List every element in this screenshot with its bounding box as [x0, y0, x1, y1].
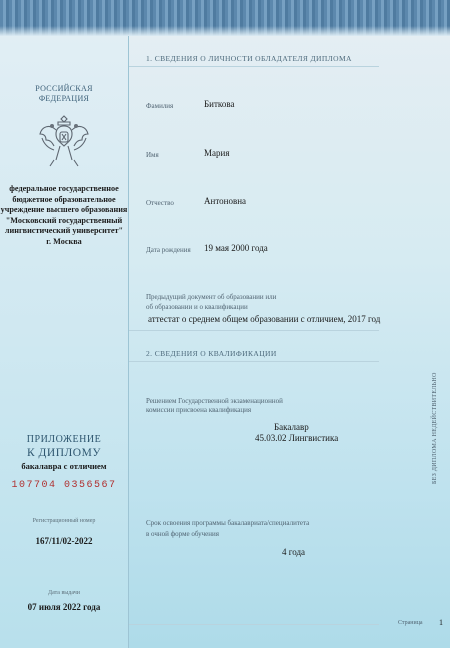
- degree-note: бакалавра с отличием: [21, 461, 107, 471]
- issue-date-value: 07 июля 2022 года: [27, 602, 101, 612]
- appendix-title: [0, 434, 128, 460]
- page-number: 1: [439, 618, 443, 627]
- dob-label: Дата рождения: [146, 246, 191, 254]
- country-line-2: ФЕДЕРАЦИЯ: [38, 94, 90, 103]
- term-label-2: в очной форме обучения: [146, 530, 219, 538]
- top-decorative-band: [0, 0, 450, 36]
- commission-label-2: комиссии присвоена квалификация: [146, 406, 252, 414]
- vertical-validity-note: БЕЗ ДИПЛОМА НЕДЕЙСТВИТЕЛЬНО: [432, 372, 438, 484]
- org-line: федеральное государственное: [9, 184, 119, 193]
- country-name: [0, 84, 128, 104]
- surname-value: Биткова: [204, 99, 235, 109]
- section-1-title: 1. СВЕДЕНИЯ О ЛИЧНОСТИ ОБЛАДАТЕЛЯ ДИПЛОМА: [146, 54, 352, 63]
- section-2-title: 2. СВЕДЕНИЯ О КВАЛИФИКАЦИИ: [146, 349, 277, 358]
- divider: [129, 361, 379, 362]
- serial-number: 107704 0356567: [11, 480, 117, 491]
- org-line: лингвистический университет": [4, 226, 124, 235]
- divider: [129, 330, 379, 331]
- page-label: Страница: [398, 620, 423, 626]
- appendix-line-1: ПРИЛОЖЕНИЕ: [26, 434, 102, 445]
- patronymic-label: Отчество: [146, 199, 174, 207]
- term-value: 4 года: [282, 547, 306, 557]
- specialty-value: 45.03.02 Лингвистика: [255, 433, 339, 443]
- org-line: учреждение высшего образования: [0, 205, 128, 214]
- commission-label-1: Решением Государственной экзаменационной: [146, 397, 283, 405]
- divider: [129, 624, 379, 625]
- divider: [129, 66, 379, 67]
- appendix-line-2: К ДИПЛОМУ: [27, 447, 101, 459]
- reg-number-label: Регистрационный номер: [32, 518, 96, 524]
- prev-doc-label-2: об образовании и о квалификации: [146, 303, 248, 311]
- org-line: бюджетное образовательное: [12, 194, 116, 204]
- country-line-1: РОССИЙСКАЯ: [35, 84, 93, 93]
- issue-date-label: Дата выдачи: [47, 590, 81, 596]
- organization-name: [0, 184, 128, 247]
- patronymic-value: Антоновна: [204, 196, 247, 206]
- coat-of-arms-icon: [38, 112, 90, 172]
- prev-doc-value: аттестат о среднем общем образовании с отличием, 2017 год: [148, 314, 381, 324]
- term-label-1: Срок освоения программы бакалавриата/специалитета: [146, 519, 310, 527]
- dob-value: 19 мая 2000 года: [204, 243, 268, 253]
- prev-doc-label-1: Предыдущий документ об образовании или: [146, 293, 277, 301]
- reg-number-value: 167/11/02-2022: [35, 536, 93, 546]
- org-line: г. Москва: [46, 236, 82, 246]
- surname-label: Фамилия: [146, 102, 174, 110]
- qualification-value: Бакалавр: [274, 422, 309, 432]
- name-value: Мария: [204, 148, 230, 158]
- org-line: "Московский государственный: [5, 215, 123, 225]
- name-label: Имя: [146, 151, 159, 159]
